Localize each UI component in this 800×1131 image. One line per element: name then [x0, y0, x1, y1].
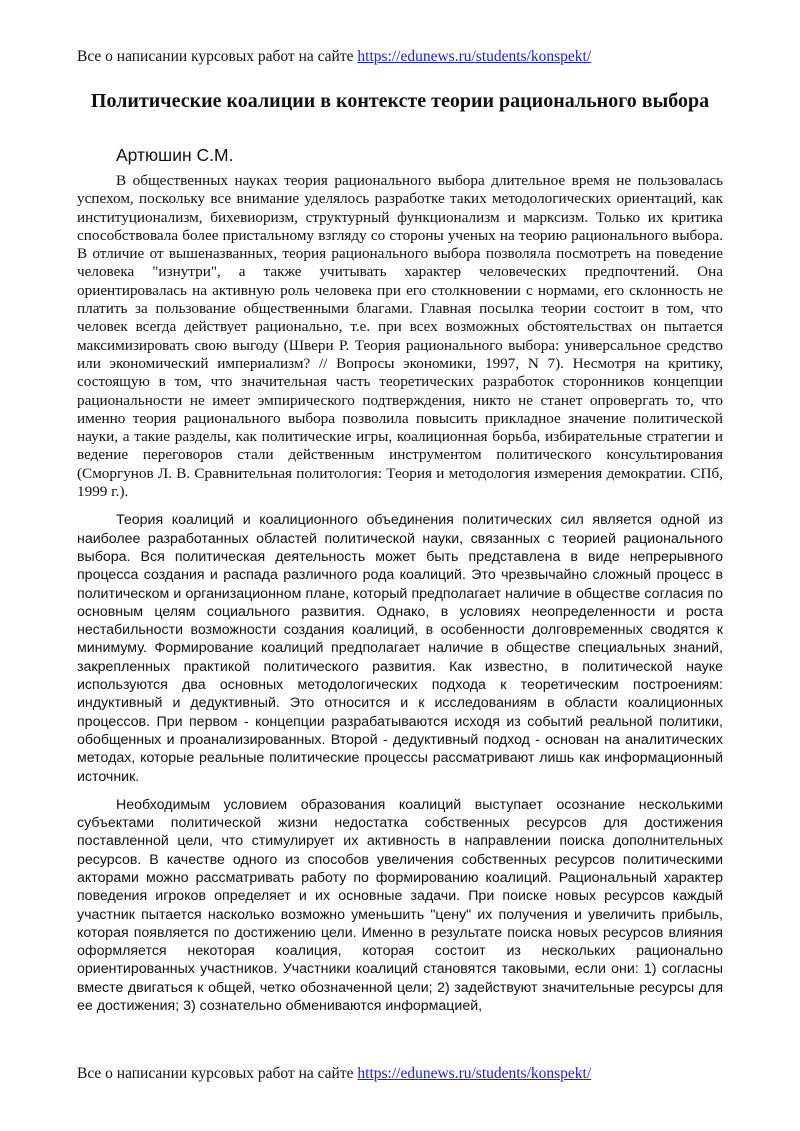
page-footer: [77, 1065, 723, 1083]
paragraph-2: Теория коалиций и коалиционного объединения политических сил является одной из наиболее разработанных областей политической науки, связанных с теорией рационального выбора. Вся политическая деятельность может быть представлена в виде непрерывного процесса создания и распада различного рода коалиций. Это чрезвычайно сложный процесс в политическом и организационном плане, который предполагает наличие в обществе согласия по основным целям социального развития. Однако, в условиях неопределенности и роста нестабильности возможности создания коалиций, в особенности долговременных сводятся к минимуму. Формирование коалиций предполагает наличие в обществе специальных знаний, закрепленных практикой политического развития. Как известно, в политической науке используются два основных методологических подхода к теоретическим построениям: индуктивный и дедуктивный. Это относится и к исследованиям в области коалиционных процессов. При первом - концепции разрабатываются исходя из событий реальной политики, обобщенных и проанализированных. Второй - дедуктивный подход - основан на аналитических методах, которые реальные политические процессы рассматривают лишь как информационный источник.: [77, 512, 723, 785]
document-title: Политические коалиции в контексте теории рационального выбора: [90, 90, 710, 112]
header-text: Все о написании курсовых работ на сайте: [77, 48, 358, 65]
document-body: [77, 172, 723, 1015]
author-name: Артюшин С.М.: [116, 145, 234, 165]
paragraph-1: В общественных науках теория рационального выбора длительное время не пользовалась успехом, поскольку все внимание уделялось разработке таких методологических ориентаций, как институционализм, бихевиоризм, структурный функционализм и марксизм. Только их критика способствовала более пристальному взгляду со стороны ученых на теорию рационального выбора. В отличие от вышеназванных, теория рационального выбора позволяла посмотреть на поведение человека "изнутри", а также учитывать характер человеческих предпочтений. Она ориентировалась на активную роль человека при его столкновении с нормами, его склонность не платить за пользование общественными благами. Главная посылка теории состоит в том, что человек всегда действует рационально, т.е. при всех возможных обстоятельствах он пытается максимизировать свою выгоду (Швери Р. Теория рационального выбора: универсальное средство или экономический империализм? // Вопросы экономики, 1997, N 7). Несмотря на критику, состоящую в том, что значительная часть теоретических разработок сторонников концепции рациональности не имеет эмпирического подтверждения, никто не станет опровергать то, что именно теория рационального выбора позволила повысить прикладное значение политической науки, а такие разделы, как политические игры, коалиционная борьба, избирательные стратегии и ведение переговоров стали действенным инструментом политического консультирования (Сморгунов Л. В. Сравнительная политология: Теория и методология измерения демократии. СПб, 1999 г.).: [77, 172, 723, 501]
paragraph-3: Необходимым условием образования коалиций выступает осознание несколькими субъектами политической жизни недостатка собственных ресурсов для достижения поставленной цели, что стимулирует их активность в направлении поиска дополнительных ресурсов. В качестве одного из способов увеличения собственных ресурсов политическими акторами можно рассматривать работу по формированию коалиций. Рациональный характер поведения игроков определяет и их основные задачи. При поиске новых ресурсов каждый участник пытается насколько возможно уменьшить "цену" их получения и увеличить прибыль, которая появляется по достижению цели. Именно в результате поиска новых ресурсов влияния оформляется некоторая коалиция, которая состоит из нескольких рационально ориентированных участников. Участники коалиций становятся таковыми, если они: 1) согласны вместе двигаться к общей, четко обозначенной цели; 2) задействуют значительные ресурсы для ее достижения; 3) сознательно обмениваются информацией,: [77, 796, 723, 1015]
header-link[interactable]: https://edunews.ru/students/konspekt/: [357, 48, 592, 65]
page-header: [77, 48, 723, 66]
footer-link[interactable]: https://edunews.ru/students/konspekt/: [357, 1065, 592, 1082]
footer-text: Все о написании курсовых работ на сайте: [77, 1065, 358, 1082]
